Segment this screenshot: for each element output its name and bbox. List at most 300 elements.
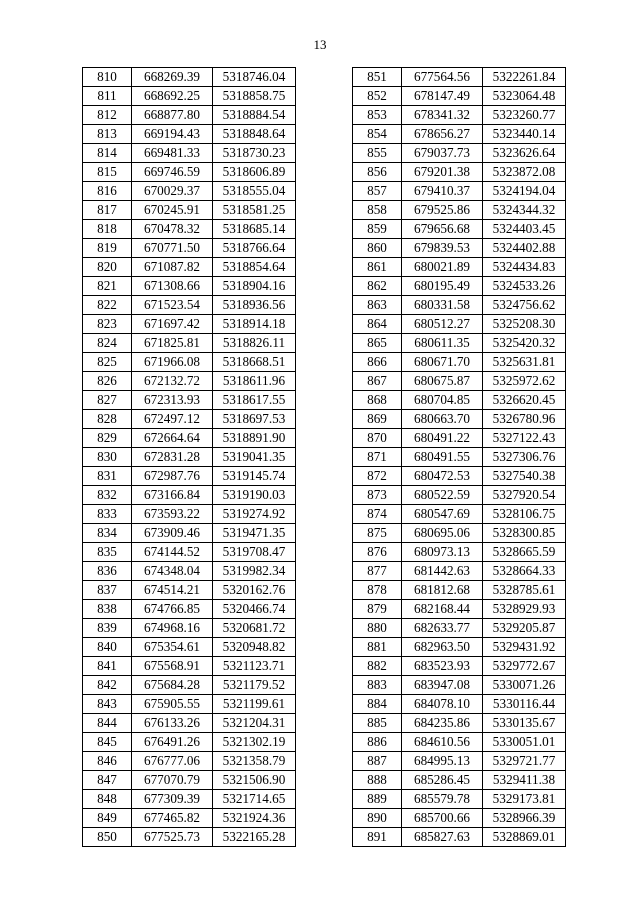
point-number-cell: 837 (83, 581, 132, 600)
table-row (353, 486, 566, 505)
y-coordinate-cell: 5328966.39 (483, 809, 566, 828)
y-coordinate-cell: 5321199.61 (213, 695, 296, 714)
y-coordinate-cell: 5324194.04 (483, 182, 566, 201)
x-coordinate-cell: 680695.06 (402, 524, 483, 543)
table-row (83, 239, 296, 258)
point-number-cell: 859 (353, 220, 402, 239)
point-number-cell: 813 (83, 125, 132, 144)
table-row (353, 258, 566, 277)
table-row (353, 144, 566, 163)
point-number-cell: 868 (353, 391, 402, 410)
table-row (83, 467, 296, 486)
point-number-cell: 811 (83, 87, 132, 106)
y-coordinate-cell: 5319982.34 (213, 562, 296, 581)
point-number-cell: 867 (353, 372, 402, 391)
point-number-cell: 820 (83, 258, 132, 277)
point-number-cell: 874 (353, 505, 402, 524)
x-coordinate-cell: 685827.63 (402, 828, 483, 847)
table-row (83, 505, 296, 524)
x-coordinate-cell: 676133.26 (132, 714, 213, 733)
y-coordinate-cell: 5318555.04 (213, 182, 296, 201)
y-coordinate-cell: 5318611.96 (213, 372, 296, 391)
table-row (353, 505, 566, 524)
x-coordinate-cell: 671825.81 (132, 334, 213, 353)
y-coordinate-cell: 5330135.67 (483, 714, 566, 733)
table-row (353, 790, 566, 809)
table-row (353, 657, 566, 676)
point-number-cell: 878 (353, 581, 402, 600)
table-row (83, 277, 296, 296)
x-coordinate-cell: 674514.21 (132, 581, 213, 600)
point-number-cell: 880 (353, 619, 402, 638)
table-row (83, 524, 296, 543)
point-number-cell: 815 (83, 163, 132, 182)
y-coordinate-cell: 5326780.96 (483, 410, 566, 429)
point-number-cell: 888 (353, 771, 402, 790)
y-coordinate-cell: 5318884.54 (213, 106, 296, 125)
x-coordinate-cell: 672132.72 (132, 372, 213, 391)
x-coordinate-cell: 680512.27 (402, 315, 483, 334)
x-coordinate-cell: 671697.42 (132, 315, 213, 334)
x-coordinate-cell: 680663.70 (402, 410, 483, 429)
table-row (83, 619, 296, 638)
table-row (353, 524, 566, 543)
point-number-cell: 876 (353, 543, 402, 562)
point-number-cell: 835 (83, 543, 132, 562)
point-number-cell: 863 (353, 296, 402, 315)
x-coordinate-cell: 671966.08 (132, 353, 213, 372)
point-number-cell: 846 (83, 752, 132, 771)
table-row (83, 201, 296, 220)
y-coordinate-cell: 5323440.14 (483, 125, 566, 144)
table-row (83, 220, 296, 239)
point-number-cell: 872 (353, 467, 402, 486)
table-row (353, 619, 566, 638)
y-coordinate-cell: 5327920.54 (483, 486, 566, 505)
y-coordinate-cell: 5329772.67 (483, 657, 566, 676)
table-row (353, 733, 566, 752)
x-coordinate-cell: 677309.39 (132, 790, 213, 809)
point-number-cell: 839 (83, 619, 132, 638)
point-number-cell: 834 (83, 524, 132, 543)
table-row (83, 638, 296, 657)
y-coordinate-cell: 5327122.43 (483, 429, 566, 448)
table-row (353, 201, 566, 220)
x-coordinate-cell: 679037.73 (402, 144, 483, 163)
y-coordinate-cell: 5327306.76 (483, 448, 566, 467)
x-coordinate-cell: 673909.46 (132, 524, 213, 543)
y-coordinate-cell: 5322261.84 (483, 68, 566, 87)
point-number-cell: 840 (83, 638, 132, 657)
y-coordinate-cell: 5323064.48 (483, 87, 566, 106)
point-number-cell: 853 (353, 106, 402, 125)
x-coordinate-cell: 685286.45 (402, 771, 483, 790)
point-number-cell: 817 (83, 201, 132, 220)
y-coordinate-cell: 5318854.64 (213, 258, 296, 277)
x-coordinate-cell: 673166.84 (132, 486, 213, 505)
table-row (353, 543, 566, 562)
point-number-cell: 841 (83, 657, 132, 676)
table-row (353, 239, 566, 258)
y-coordinate-cell: 5321506.90 (213, 771, 296, 790)
point-number-cell: 881 (353, 638, 402, 657)
point-number-cell: 828 (83, 410, 132, 429)
x-coordinate-cell: 676491.26 (132, 733, 213, 752)
table-row (353, 315, 566, 334)
x-coordinate-cell: 668877.80 (132, 106, 213, 125)
x-coordinate-cell: 681442.63 (402, 562, 483, 581)
y-coordinate-cell: 5329411.38 (483, 771, 566, 790)
y-coordinate-cell: 5318697.53 (213, 410, 296, 429)
y-coordinate-cell: 5324344.32 (483, 201, 566, 220)
x-coordinate-cell: 677525.73 (132, 828, 213, 847)
x-coordinate-cell: 672664.64 (132, 429, 213, 448)
y-coordinate-cell: 5318730.23 (213, 144, 296, 163)
coordinate-table-right (352, 67, 566, 847)
x-coordinate-cell: 671308.66 (132, 277, 213, 296)
table-row (83, 695, 296, 714)
point-number-cell: 829 (83, 429, 132, 448)
table-row (353, 182, 566, 201)
y-coordinate-cell: 5324533.26 (483, 277, 566, 296)
table-row (83, 372, 296, 391)
point-number-cell: 825 (83, 353, 132, 372)
point-number-cell: 824 (83, 334, 132, 353)
point-number-cell: 886 (353, 733, 402, 752)
y-coordinate-cell: 5318848.64 (213, 125, 296, 144)
x-coordinate-cell: 673593.22 (132, 505, 213, 524)
table-row (353, 676, 566, 695)
y-coordinate-cell: 5329205.87 (483, 619, 566, 638)
y-coordinate-cell: 5319190.03 (213, 486, 296, 505)
x-coordinate-cell: 677070.79 (132, 771, 213, 790)
x-coordinate-cell: 669481.33 (132, 144, 213, 163)
y-coordinate-cell: 5330071.26 (483, 676, 566, 695)
table-row (353, 220, 566, 239)
x-coordinate-cell: 670029.37 (132, 182, 213, 201)
y-coordinate-cell: 5324756.62 (483, 296, 566, 315)
point-number-cell: 843 (83, 695, 132, 714)
table-row (83, 410, 296, 429)
point-number-cell: 814 (83, 144, 132, 163)
x-coordinate-cell: 680611.35 (402, 334, 483, 353)
point-number-cell: 856 (353, 163, 402, 182)
y-coordinate-cell: 5318904.16 (213, 277, 296, 296)
x-coordinate-cell: 670771.50 (132, 239, 213, 258)
x-coordinate-cell: 672831.28 (132, 448, 213, 467)
y-coordinate-cell: 5325208.30 (483, 315, 566, 334)
table-row (353, 828, 566, 847)
x-coordinate-cell: 668269.39 (132, 68, 213, 87)
x-coordinate-cell: 683947.08 (402, 676, 483, 695)
x-coordinate-cell: 669194.43 (132, 125, 213, 144)
x-coordinate-cell: 678341.32 (402, 106, 483, 125)
y-coordinate-cell: 5320948.82 (213, 638, 296, 657)
x-coordinate-cell: 680973.13 (402, 543, 483, 562)
point-number-cell: 871 (353, 448, 402, 467)
table-row (83, 448, 296, 467)
table-row (353, 429, 566, 448)
x-coordinate-cell: 679525.86 (402, 201, 483, 220)
table-row (83, 144, 296, 163)
x-coordinate-cell: 681812.68 (402, 581, 483, 600)
point-number-cell: 822 (83, 296, 132, 315)
x-coordinate-cell: 682963.50 (402, 638, 483, 657)
x-coordinate-cell: 677564.56 (402, 68, 483, 87)
point-number-cell: 842 (83, 676, 132, 695)
y-coordinate-cell: 5330051.01 (483, 733, 566, 752)
point-number-cell: 848 (83, 790, 132, 809)
point-number-cell: 818 (83, 220, 132, 239)
point-number-cell: 816 (83, 182, 132, 201)
table-row (83, 543, 296, 562)
point-number-cell: 879 (353, 600, 402, 619)
point-number-cell: 855 (353, 144, 402, 163)
table-row (83, 334, 296, 353)
point-number-cell: 849 (83, 809, 132, 828)
x-coordinate-cell: 679656.68 (402, 220, 483, 239)
table-row (83, 391, 296, 410)
point-number-cell: 857 (353, 182, 402, 201)
point-number-cell: 823 (83, 315, 132, 334)
table-row (353, 106, 566, 125)
point-number-cell: 847 (83, 771, 132, 790)
x-coordinate-cell: 680547.69 (402, 505, 483, 524)
x-coordinate-cell: 670245.91 (132, 201, 213, 220)
y-coordinate-cell: 5318826.11 (213, 334, 296, 353)
x-coordinate-cell: 674968.16 (132, 619, 213, 638)
table-row (83, 752, 296, 771)
y-coordinate-cell: 5321358.79 (213, 752, 296, 771)
point-number-cell: 870 (353, 429, 402, 448)
point-number-cell: 826 (83, 372, 132, 391)
x-coordinate-cell: 675568.91 (132, 657, 213, 676)
table-row (353, 163, 566, 182)
x-coordinate-cell: 682633.77 (402, 619, 483, 638)
table-row (353, 334, 566, 353)
point-number-cell: 890 (353, 809, 402, 828)
table-row (353, 87, 566, 106)
y-coordinate-cell: 5323626.64 (483, 144, 566, 163)
y-coordinate-cell: 5326620.45 (483, 391, 566, 410)
y-coordinate-cell: 5323872.08 (483, 163, 566, 182)
point-number-cell: 850 (83, 828, 132, 847)
table-row (353, 638, 566, 657)
point-number-cell: 889 (353, 790, 402, 809)
x-coordinate-cell: 668692.25 (132, 87, 213, 106)
point-number-cell: 836 (83, 562, 132, 581)
table-row (353, 600, 566, 619)
point-number-cell: 845 (83, 733, 132, 752)
table-row (83, 353, 296, 372)
x-coordinate-cell: 672987.76 (132, 467, 213, 486)
point-number-cell: 821 (83, 277, 132, 296)
point-number-cell: 830 (83, 448, 132, 467)
y-coordinate-cell: 5327540.38 (483, 467, 566, 486)
point-number-cell: 812 (83, 106, 132, 125)
point-number-cell: 852 (353, 87, 402, 106)
y-coordinate-cell: 5319708.47 (213, 543, 296, 562)
table-row (353, 809, 566, 828)
x-coordinate-cell: 674766.85 (132, 600, 213, 619)
point-number-cell: 819 (83, 239, 132, 258)
x-coordinate-cell: 680671.70 (402, 353, 483, 372)
table-row (83, 87, 296, 106)
y-coordinate-cell: 5325420.32 (483, 334, 566, 353)
y-coordinate-cell: 5318858.75 (213, 87, 296, 106)
x-coordinate-cell: 682168.44 (402, 600, 483, 619)
y-coordinate-cell: 5321302.19 (213, 733, 296, 752)
x-coordinate-cell: 680491.22 (402, 429, 483, 448)
table-row (353, 372, 566, 391)
table-row (83, 657, 296, 676)
point-number-cell: 885 (353, 714, 402, 733)
point-number-cell: 865 (353, 334, 402, 353)
y-coordinate-cell: 5318668.51 (213, 353, 296, 372)
y-coordinate-cell: 5328929.93 (483, 600, 566, 619)
x-coordinate-cell: 685700.66 (402, 809, 483, 828)
table-row (83, 486, 296, 505)
table-row (353, 391, 566, 410)
x-coordinate-cell: 679201.38 (402, 163, 483, 182)
point-number-cell: 887 (353, 752, 402, 771)
x-coordinate-cell: 678147.49 (402, 87, 483, 106)
table-row (353, 467, 566, 486)
x-coordinate-cell: 680472.53 (402, 467, 483, 486)
y-coordinate-cell: 5328300.85 (483, 524, 566, 543)
y-coordinate-cell: 5319041.35 (213, 448, 296, 467)
x-coordinate-cell: 677465.82 (132, 809, 213, 828)
table-row (83, 163, 296, 182)
point-number-cell: 873 (353, 486, 402, 505)
page-number: 13 (313, 37, 327, 52)
point-number-cell: 866 (353, 353, 402, 372)
y-coordinate-cell: 5322165.28 (213, 828, 296, 847)
y-coordinate-cell: 5318891.90 (213, 429, 296, 448)
y-coordinate-cell: 5328785.61 (483, 581, 566, 600)
y-coordinate-cell: 5324434.83 (483, 258, 566, 277)
y-coordinate-cell: 5321204.31 (213, 714, 296, 733)
table-row (353, 562, 566, 581)
table-row (83, 581, 296, 600)
y-coordinate-cell: 5318746.04 (213, 68, 296, 87)
y-coordinate-cell: 5325631.81 (483, 353, 566, 372)
y-coordinate-cell: 5318617.55 (213, 391, 296, 410)
y-coordinate-cell: 5318766.64 (213, 239, 296, 258)
y-coordinate-cell: 5328665.59 (483, 543, 566, 562)
x-coordinate-cell: 675684.28 (132, 676, 213, 695)
point-number-cell: 831 (83, 467, 132, 486)
x-coordinate-cell: 669746.59 (132, 163, 213, 182)
x-coordinate-cell: 676777.06 (132, 752, 213, 771)
x-coordinate-cell: 680331.58 (402, 296, 483, 315)
table-row (353, 448, 566, 467)
table-row (83, 125, 296, 144)
point-number-cell: 882 (353, 657, 402, 676)
point-number-cell: 861 (353, 258, 402, 277)
table-row (353, 695, 566, 714)
point-number-cell: 883 (353, 676, 402, 695)
y-coordinate-cell: 5329431.92 (483, 638, 566, 657)
x-coordinate-cell: 678656.27 (402, 125, 483, 144)
y-coordinate-cell: 5321924.36 (213, 809, 296, 828)
table-row (83, 600, 296, 619)
point-number-cell: 832 (83, 486, 132, 505)
coordinate-table-left (82, 67, 296, 847)
x-coordinate-cell: 675354.61 (132, 638, 213, 657)
point-number-cell: 864 (353, 315, 402, 334)
table-row (353, 771, 566, 790)
y-coordinate-cell: 5329173.81 (483, 790, 566, 809)
table-row (83, 182, 296, 201)
table-row (353, 68, 566, 87)
y-coordinate-cell: 5324403.45 (483, 220, 566, 239)
point-number-cell: 844 (83, 714, 132, 733)
y-coordinate-cell: 5321179.52 (213, 676, 296, 695)
x-coordinate-cell: 680195.49 (402, 277, 483, 296)
table-row (83, 714, 296, 733)
y-coordinate-cell: 5318606.89 (213, 163, 296, 182)
y-coordinate-cell: 5328869.01 (483, 828, 566, 847)
table-row (83, 429, 296, 448)
y-coordinate-cell: 5319145.74 (213, 467, 296, 486)
y-coordinate-cell: 5318685.14 (213, 220, 296, 239)
point-number-cell: 891 (353, 828, 402, 847)
table-row (353, 125, 566, 144)
y-coordinate-cell: 5320681.72 (213, 619, 296, 638)
point-number-cell: 862 (353, 277, 402, 296)
y-coordinate-cell: 5319471.35 (213, 524, 296, 543)
table-row (353, 296, 566, 315)
y-coordinate-cell: 5318936.56 (213, 296, 296, 315)
table-row (353, 714, 566, 733)
table-row (353, 353, 566, 372)
table-row (83, 733, 296, 752)
table-row (83, 771, 296, 790)
table-row (83, 790, 296, 809)
y-coordinate-cell: 5320466.74 (213, 600, 296, 619)
point-number-cell: 869 (353, 410, 402, 429)
y-coordinate-cell: 5330116.44 (483, 695, 566, 714)
point-number-cell: 833 (83, 505, 132, 524)
y-coordinate-cell: 5325972.62 (483, 372, 566, 391)
x-coordinate-cell: 680675.87 (402, 372, 483, 391)
x-coordinate-cell: 680704.85 (402, 391, 483, 410)
table-row (83, 68, 296, 87)
x-coordinate-cell: 683523.93 (402, 657, 483, 676)
x-coordinate-cell: 679839.53 (402, 239, 483, 258)
y-coordinate-cell: 5321714.65 (213, 790, 296, 809)
y-coordinate-cell: 5321123.71 (213, 657, 296, 676)
y-coordinate-cell: 5318581.25 (213, 201, 296, 220)
y-coordinate-cell: 5323260.77 (483, 106, 566, 125)
point-number-cell: 884 (353, 695, 402, 714)
table-row (353, 752, 566, 771)
y-coordinate-cell: 5328664.33 (483, 562, 566, 581)
x-coordinate-cell: 672313.93 (132, 391, 213, 410)
table-row (83, 828, 296, 847)
point-number-cell: 851 (353, 68, 402, 87)
x-coordinate-cell: 671087.82 (132, 258, 213, 277)
y-coordinate-cell: 5319274.92 (213, 505, 296, 524)
table-row (353, 277, 566, 296)
x-coordinate-cell: 671523.54 (132, 296, 213, 315)
x-coordinate-cell: 684235.86 (402, 714, 483, 733)
table-row (83, 562, 296, 581)
y-coordinate-cell: 5329721.77 (483, 752, 566, 771)
table-row (353, 410, 566, 429)
table-row (83, 258, 296, 277)
